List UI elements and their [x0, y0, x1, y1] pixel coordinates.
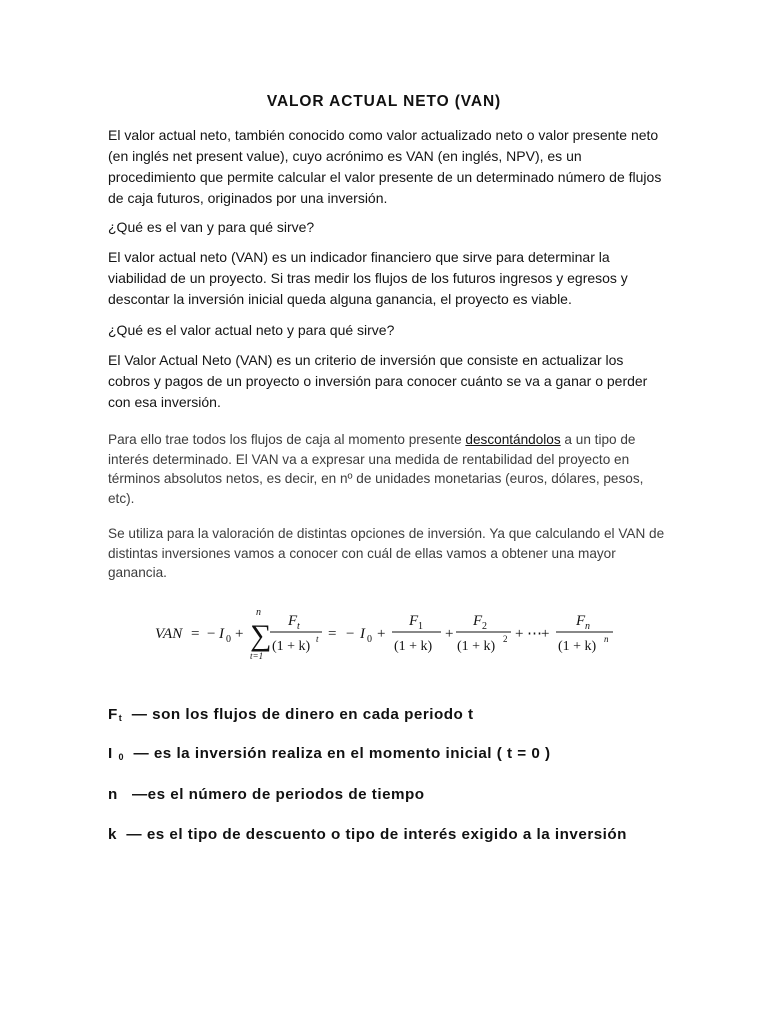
paragraph-descuento: [108, 430, 668, 508]
formula-den-1-exp: t: [316, 634, 319, 644]
paragraph-definition: El valor actual neto, también conocido como valor actualizado neto o valor presente neto (en inglés net present value), cuyo acrónimo es VAN (en inglés, NPV), es un procedimiento que permite calcular el valor presente de un determinado número de flujos de caja futuros, originados por una inversión.: [108, 127, 662, 206]
formula-plus-5: +: [541, 626, 550, 642]
definition-n-text: —es el número de periodos de tiempo: [131, 786, 425, 803]
formula-van: VAN: [155, 626, 183, 642]
paragraph-indicator: El valor actual neto (VAN) es un indicador financiero que sirve para determinar la viabilidad de un proyecto. Si tras medir los flujos de los futuros ingresos y egresos y descontar la inversión inicial queda alguna ganancia, el proyecto es viable.: [108, 249, 628, 307]
question-what-is-van: ¿Qué es el van y para qué sirve?: [108, 219, 315, 235]
sigma-icon: ∑: [250, 619, 272, 652]
formula-den-1: (1 + k): [272, 639, 311, 654]
formula-Ft-sub: t: [297, 621, 300, 632]
formula-I-1: I: [219, 626, 224, 642]
definition-i0: [108, 745, 708, 762]
definition-ft-sub: t: [118, 713, 123, 723]
formula-den-3: (1 + k): [457, 639, 496, 654]
definition-i0-sub: 0: [118, 752, 124, 762]
formula-sum-upper: n: [256, 607, 261, 618]
definition-ft: [108, 706, 708, 723]
formula-F1-sub: 1: [418, 621, 423, 632]
formula-I-sub-1: 0: [226, 634, 231, 645]
definition-ft-text: — son los flujos de dinero en cada periodo t: [131, 706, 474, 723]
formula-dots: ⋯: [527, 626, 542, 642]
formula-F2-sub: 2: [482, 621, 487, 632]
formula-den-2: (1 + k): [394, 639, 433, 654]
formula-I-2: I: [360, 626, 365, 642]
van-formula: [155, 603, 625, 665]
formula-Ft: F: [288, 613, 298, 629]
formula-plus-2: +: [377, 626, 386, 642]
formula-F1: F: [409, 613, 419, 629]
formula-equals-1: =: [191, 626, 200, 642]
paragraph-descuento-end: a un tipo de interés determinado. El VAN va a expresar una medida de rentabilidad del proyecto en términos absolutos netos, es decir, en nº de unidades monetarias (euros, dólares, pesos, etc).: [108, 432, 644, 506]
paragraph-criterio: El Valor Actual Neto (VAN) es un criterio de inversión que consiste en actualizar los cobros y pagos de un proyecto o inversión para conocer cuánto se va a ganar o perder con esa inversión.: [108, 352, 648, 410]
formula-plus-4: +: [515, 626, 524, 642]
definition-k: [108, 826, 708, 843]
definition-i0-symbol: I: [108, 745, 113, 762]
question-what-is-valor-actual-neto: ¿Qué es el valor actual neto y para qué sirve?: [108, 322, 395, 338]
formula-minus-2: −: [346, 626, 355, 642]
formula-I-sub-2: 0: [367, 634, 372, 645]
definition-i0-text: — es la inversión realiza en el momento inicial ( t = 0 ): [133, 745, 551, 762]
formula-F2: F: [473, 613, 483, 629]
formula-equals-2: =: [328, 626, 337, 642]
definition-k-text: — es el tipo de descuento o tipo de interés exigido a la inversión: [126, 826, 627, 843]
formula-plus-3: +: [445, 626, 454, 642]
paragraph-utilizacion: Se utiliza para la valoración de distintas opciones de inversión. Ya que calculando el VAN de distintas inversiones vamos a conocer con cuál de ellas vamos a obtener una mayor ganancia.: [108, 526, 665, 580]
formula-sum-lower: t=1: [250, 651, 264, 661]
definition-n: [108, 786, 708, 803]
formula-minus-1: −: [207, 626, 216, 642]
formula-den-4-exp: n: [604, 634, 609, 644]
paragraph-descuento-start: Para ello trae todos los flujos de caja al momento presente: [108, 432, 466, 447]
definition-n-symbol: n: [108, 786, 118, 803]
descontandolos-link[interactable]: descontándolos: [465, 432, 561, 447]
definition-ft-symbol: F: [108, 706, 118, 723]
formula-Fn: F: [576, 613, 586, 629]
formula-Fn-sub: n: [585, 621, 590, 632]
definition-k-symbol: k: [108, 826, 117, 843]
formula-den-4: (1 + k): [558, 639, 597, 654]
formula-plus-1: +: [235, 626, 244, 642]
formula-den-3-exp: 2: [503, 634, 508, 644]
document-title: VALOR ACTUAL NETO (VAN): [266, 93, 502, 110]
